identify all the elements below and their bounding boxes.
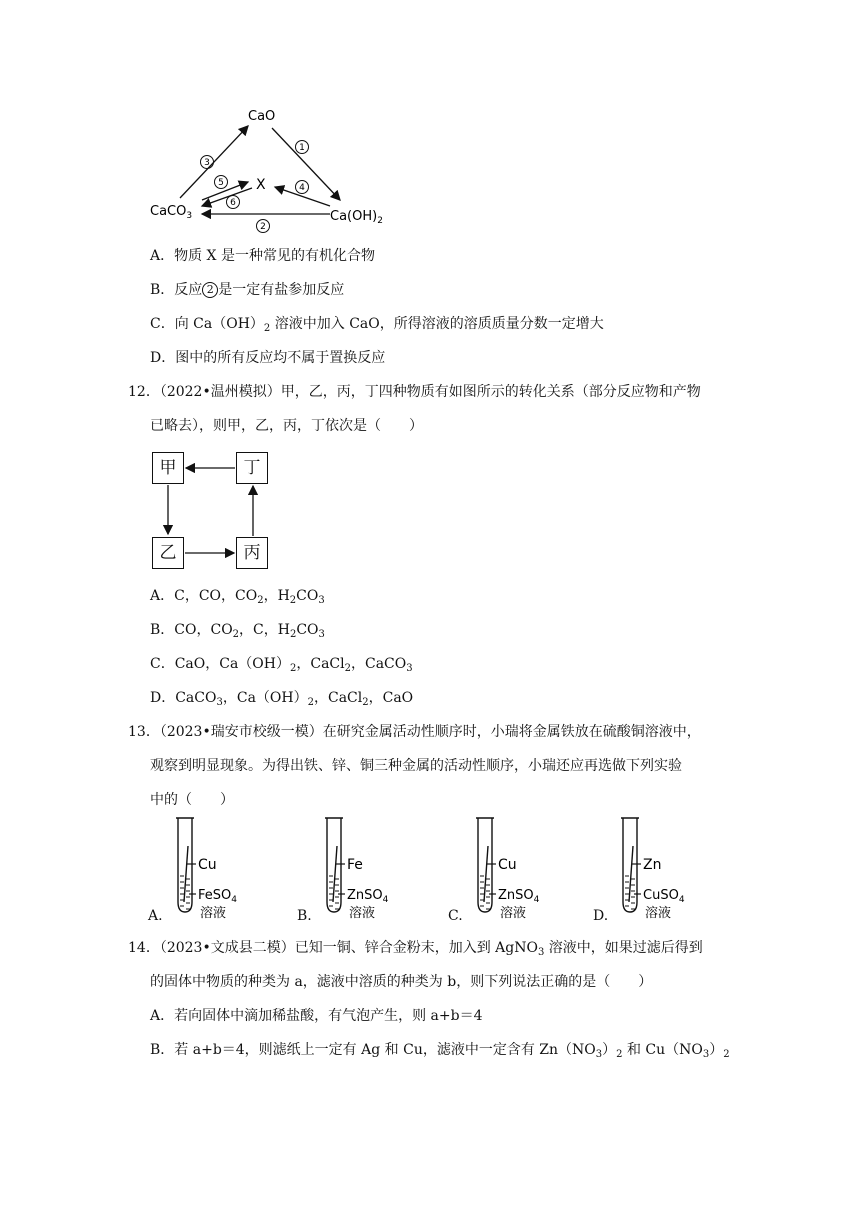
metal-label: Cu <box>198 857 217 873</box>
solution-word: 溶液 <box>500 906 527 921</box>
tube-option-letter[interactable]: D. <box>593 908 609 924</box>
svg-text:2: 2 <box>260 222 266 232</box>
q12-option-d[interactable]: D．CaCO$_3$，$Ca(OH)_2$，CaCl$_2$，CaO <box>150 690 414 708</box>
q12-option-c[interactable]: C．CaO，$Ca(OH)_2$，CaCl$_2$，CaCO$_3$ <box>150 656 413 674</box>
solution-label: FeSO$_4$ <box>198 888 237 905</box>
solution-label: ZnSO$_4$ <box>498 888 540 905</box>
q12-stem-line2: 已略去），则甲，乙，丙，丁依次是（ ） <box>150 418 423 434</box>
svg-text:1: 1 <box>299 143 305 153</box>
subscript: 2 <box>723 1049 730 1060</box>
q13-stem-line3: 中的（ ） <box>150 792 234 808</box>
subscript: 3 <box>595 1049 603 1060</box>
box-yi: 乙 <box>152 537 184 569</box>
q14-option-b-part2: ） <box>602 1042 617 1058</box>
q11-option-a[interactable]: A．物质 X 是一种常见的有机化合物 <box>150 248 375 264</box>
box-bing: 丙 <box>236 537 268 569</box>
q11-option-b[interactable] <box>150 280 344 300</box>
q14-option-b-part4: ） <box>709 1042 724 1058</box>
metal-label: Fe <box>347 857 363 873</box>
subscript: 2 <box>616 1049 623 1060</box>
test-tube <box>615 814 715 924</box>
metal-label: Cu <box>498 857 517 873</box>
q12-stem-line1: 12．（2022•温州模拟）甲，乙，丙，丁四种物质有如图所示的转化关系（部分反应物和产物 <box>128 384 701 400</box>
tube-option-letter[interactable]: A. <box>148 908 163 924</box>
node-caoh2: $Ca(OH)_2$ <box>330 209 383 226</box>
node-caco3: CaCO$_3$ <box>150 204 193 221</box>
solution-word: 溶液 <box>200 906 227 921</box>
q14-stem-line1a: 14．（2023•文成县二模）已知一铜、锌合金粉末，加入到 AgNO <box>128 940 538 956</box>
node-cao: CaO <box>248 109 276 124</box>
q12-arrows <box>140 440 290 580</box>
node-x: X <box>256 177 266 193</box>
q14-option-a[interactable]: A．若向固体中滴加稀盐酸，有气泡产生，则 a+b＝4 <box>150 1008 483 1024</box>
solution-word: 溶液 <box>645 906 672 921</box>
q11-option-b-post: 是一定有盐参加反应 <box>218 282 345 298</box>
solution-label: ZnSO$_4$ <box>347 888 389 905</box>
tube-option-letter[interactable]: C. <box>448 908 463 924</box>
solution-label: CuSO$_4$ <box>643 888 685 905</box>
q13-stem-line1: 13．（2023•瑞安市校级一模）在研究金属活动性顺序时，小瑞将金属铁放在硫酸铜溶液中， <box>128 724 701 740</box>
test-tube <box>319 814 419 924</box>
svg-text:6: 6 <box>230 198 236 208</box>
box-ding: 丁 <box>236 452 268 484</box>
q11-option-c[interactable] <box>150 314 604 334</box>
test-tube <box>470 814 570 924</box>
q14-option-b[interactable] <box>150 1040 730 1060</box>
q11-option-b-pre: B．反应 <box>150 282 203 298</box>
q11-option-c-post: 溶液中加入 CaO，所得溶液的溶质质量分数一定增大 <box>270 316 604 332</box>
q11-option-c-pre: C．向 Ca（OH） <box>150 316 264 332</box>
svg-text:3: 3 <box>204 158 210 168</box>
solution-word: 溶液 <box>349 906 376 921</box>
q12-option-b[interactable]: B．CO，$CO_2$，C，$H_2CO_3$ <box>150 622 325 640</box>
box-jia: 甲 <box>152 452 184 484</box>
svg-text:4: 4 <box>299 183 305 193</box>
q11-option-d[interactable]: D．图中的所有反应均不属于置换反应 <box>150 350 386 366</box>
calcium-cycle-diagram <box>140 100 383 232</box>
subscript: 3 <box>702 1049 710 1060</box>
tube-option-letter[interactable]: B. <box>297 908 312 924</box>
q14-stem-line1 <box>128 938 703 958</box>
metal-label: Zn <box>643 857 662 873</box>
subscript: 3 <box>537 947 545 958</box>
q12-option-a[interactable]: A．C，CO，$CO_2$，$H_2CO_3$ <box>150 588 325 606</box>
q14-option-b-part3: 和 Cu（NO <box>622 1042 703 1058</box>
subscript: 2 <box>263 323 271 334</box>
svg-text:5: 5 <box>218 178 224 188</box>
q14-stem-line1b: 溶液中，如果过滤后得到 <box>544 940 703 956</box>
test-tube <box>170 814 270 924</box>
circled-number: 2 <box>202 282 218 298</box>
q14-option-b-part1: B．若 a+b＝4，则滤纸上一定有 Ag 和 Cu，滤液中一定含有 Zn（NO <box>150 1042 596 1058</box>
q14-stem-line2: 的固体中物质的种类为 a，滤液中溶质的种类为 b，则下列说法正确的是（ ） <box>150 974 653 990</box>
q13-stem-line2: 观察到明显现象。为得出铁、锌、铜三种金属的活动性顺序，小瑞还应再选做下列实验 <box>150 758 682 774</box>
